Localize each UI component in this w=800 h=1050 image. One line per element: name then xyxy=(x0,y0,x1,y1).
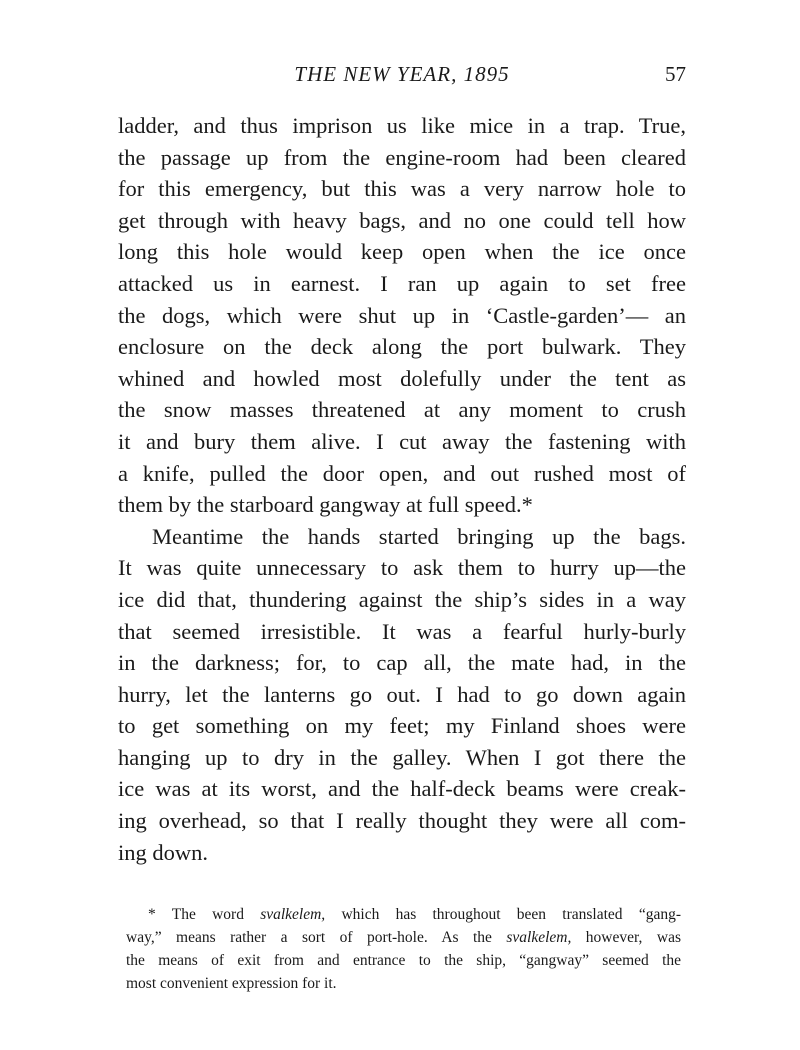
text-line: the dogs, which were shut up in ‘Castle-garden’— an xyxy=(118,302,686,328)
text-line: for this emergency, but this was a very narrow hole to xyxy=(118,176,686,202)
text-line: them by the starboard gangway at full speed.* xyxy=(118,492,533,518)
text-line: hanging up to dry in the galley. When I got there the xyxy=(118,744,686,770)
text-line: whined and howled most dolefully under the tent as xyxy=(118,365,686,391)
text-line: the passage up from the engine-room had been cleared xyxy=(118,144,686,170)
text-line: ing down. xyxy=(118,839,208,865)
text-line: long this hole would keep open when the ice once xyxy=(118,239,686,265)
footnote-line: the means of exit from and entrance to the ship, “gangway” seemed the xyxy=(126,952,681,969)
text-line: it and bury them alive. I cut away the fastening with xyxy=(118,428,686,454)
footnote-text: however, was xyxy=(571,929,681,946)
text-line: ladder, and thus imprison us like mice in a trap. True, xyxy=(118,113,686,138)
text-line: Meantime the hands started bringing up the bags. xyxy=(152,523,686,549)
footnote-text: which has throughout been translated “gang- xyxy=(325,906,681,923)
text-line: to get something on my feet; my Finland shoes were xyxy=(118,713,686,739)
text-line: a knife, pulled the door open, and out rushed most of xyxy=(118,460,686,486)
text-line: the snow masses threatened at any moment to crush xyxy=(118,397,686,423)
page-number: 57 xyxy=(665,62,686,86)
text-line: ice was at its worst, and the half-deck beams were creak- xyxy=(118,776,686,802)
text-line: ing overhead, so that I really thought they were all com- xyxy=(118,808,686,834)
footnote-italic-term: svalkelem, xyxy=(260,906,326,923)
running-head xyxy=(118,62,686,92)
text-line: that seemed irresistible. It was a fearful hurly-burly xyxy=(118,618,686,644)
running-title: THE NEW YEAR, 1895 xyxy=(294,62,510,86)
footnote-line: most convenient expression for it. xyxy=(126,975,337,992)
footnote-italic-term: svalkelem, xyxy=(506,929,572,946)
body-text xyxy=(118,110,686,868)
text-line: hurry, let the lanterns go out. I had to go down again xyxy=(118,681,686,707)
text-line: It was quite unnecessary to ask them to hurry up—the xyxy=(118,555,686,581)
footnote-text: way,” means rather a sort of port-hole. As the xyxy=(126,929,507,946)
footnote xyxy=(126,903,681,995)
footnote-line xyxy=(126,903,681,926)
footnote-text: * The word xyxy=(148,906,261,923)
text-line: ice did that, thundering against the ship’s sides in a way xyxy=(118,586,686,612)
text-line: in the darkness; for, to cap all, the mate had, in the xyxy=(118,650,686,676)
text-line: attacked us in earnest. I ran up again to set free xyxy=(118,270,686,296)
footnote-line xyxy=(126,926,681,949)
text-line: enclosure on the deck along the port bulwark. They xyxy=(118,334,686,360)
text-line: get through with heavy bags, and no one could tell how xyxy=(118,207,686,233)
